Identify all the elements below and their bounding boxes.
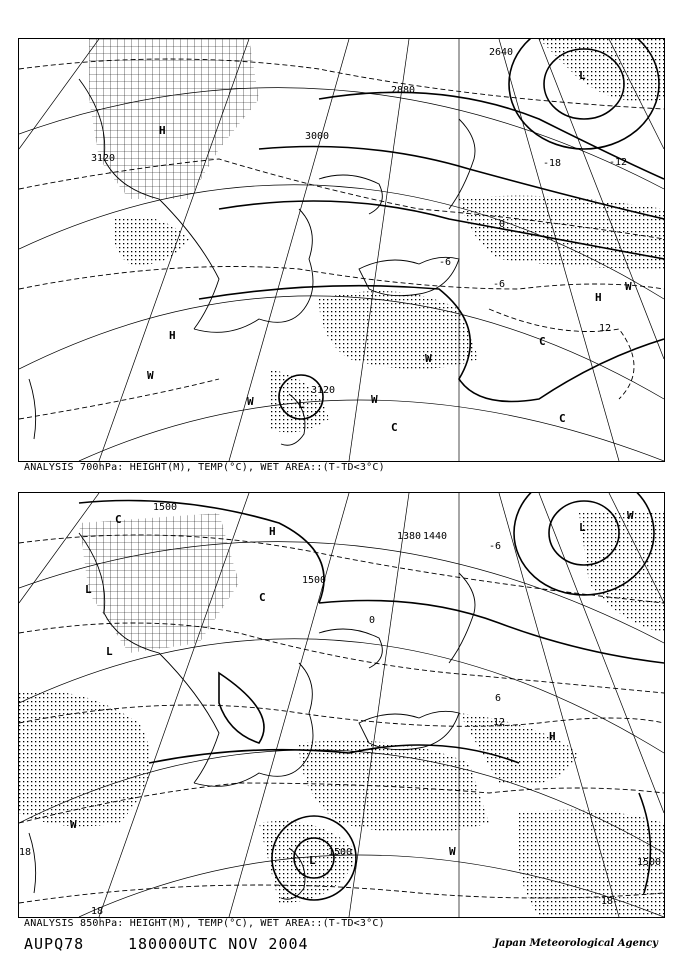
high-pressure-symbol: H (549, 730, 556, 743)
contour-label: 1500 (302, 575, 327, 586)
warm-symbol: W (247, 395, 254, 408)
contour-label: 1380 (397, 531, 422, 542)
low-pressure-symbol: L (579, 69, 586, 82)
high-pressure-symbol: H (159, 124, 166, 137)
low-pressure-symbol: L (579, 521, 586, 534)
cold-symbol: C (259, 591, 266, 604)
agency-name: Japan Meteorological Agency (494, 938, 658, 949)
low-pressure-symbol: L (106, 645, 113, 658)
contour-label: 6 (495, 693, 502, 704)
contour-label: 2640 (489, 47, 514, 58)
warm-symbol: W (627, 509, 634, 522)
caption-850hpa: ANALYSIS 850hPa: HEIGHT(M), TEMP(°C), WET AREA::(T-TD<3°C) (24, 918, 385, 929)
contour-label: -6 (489, 541, 502, 552)
contour-label: 1500 (328, 847, 353, 858)
valid-time: 180000UTC NOV 2004 (128, 935, 309, 953)
contour-label: 2880 (391, 85, 416, 96)
contour-label: -18 (543, 158, 562, 169)
contour-label: -6 (439, 257, 452, 268)
warm-symbol: W (425, 352, 432, 365)
cold-symbol: C (115, 513, 122, 526)
wet-areas (89, 39, 664, 432)
contour-label: -12 (609, 157, 628, 168)
warm-symbol: W (147, 369, 154, 382)
high-pressure-symbol: H (269, 525, 276, 538)
high-pressure-symbol: H (169, 329, 176, 342)
contour-label: 18 (91, 906, 104, 917)
bulletin-code: AUPQ78 (24, 935, 85, 953)
contour-label: 18 (601, 896, 614, 907)
map-panel-850hpa (18, 492, 665, 918)
low-pressure-symbol: L (309, 854, 316, 867)
map-700hpa-chart (19, 39, 664, 461)
contour-label: 3120 (311, 385, 336, 396)
warm-symbol: W (371, 393, 378, 406)
contour-label: 1500 (637, 857, 662, 868)
cold-symbol: C (559, 412, 566, 425)
high-pressure-symbol: H (595, 291, 602, 304)
map-850hpa-chart (19, 493, 664, 917)
caption-700hpa: ANALYSIS 700hPa: HEIGHT(M), TEMP(°C), WET AREA::(T-TD<3°C) (24, 462, 385, 473)
contour-label: 0 (369, 615, 376, 626)
low-pressure-symbol: L (85, 583, 92, 596)
contour-label: 1500 (153, 502, 178, 513)
warm-symbol: W (70, 818, 77, 831)
contour-label: 12 (599, 323, 612, 334)
warm-symbol: W (449, 845, 456, 858)
map-panel-700hpa (18, 38, 665, 462)
contour-label: 18 (19, 847, 32, 858)
contour-label: -6 (493, 279, 506, 290)
cold-symbol: C (539, 335, 546, 348)
cold-symbol: C (391, 421, 398, 434)
contour-label: 3120 (91, 153, 116, 164)
low-pressure-symbol: L (298, 398, 305, 411)
contour-label: 1440 (423, 531, 448, 542)
contour-label: 12 (493, 717, 506, 728)
contour-label: 0 (499, 219, 506, 230)
contour-label: 3000 (305, 131, 330, 142)
warm-symbol: W (625, 280, 632, 293)
